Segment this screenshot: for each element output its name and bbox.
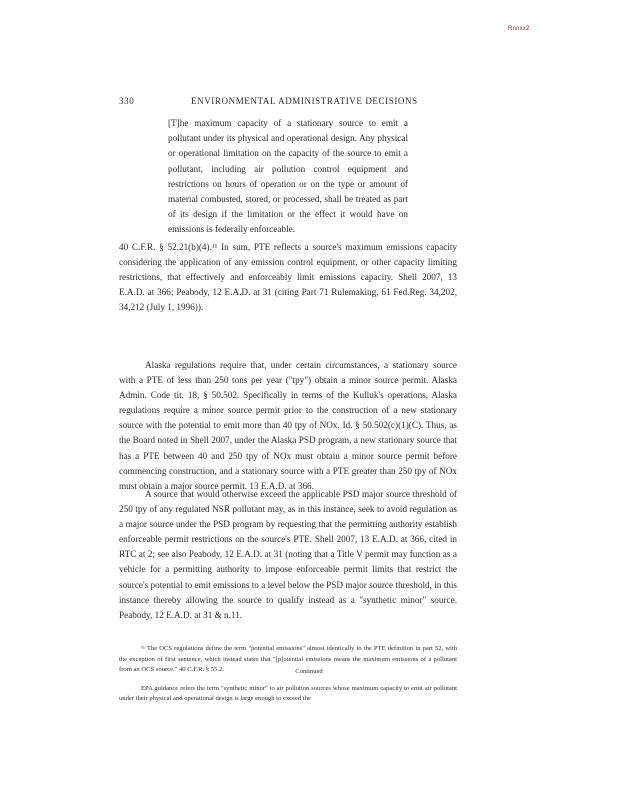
body-paragraph: 40 C.F.R. § 52.21(b)(4).¹¹ In sum, PTE reflects a source's maximum emissions capacity considering the application of any emission control equipment, or other capacity limiting restrictions, that effectively and enforceably limit emissions capacity. Shell 2007, 13 E.A.D. at 366; Peabody, 12 E.A.D. at 31 (citing Part 71 Rulemaking, 61 Fed.Reg. 34,202, 34,212 (July 1, 1996)). [119, 242, 457, 313]
running-title: ENVIRONMENTAL ADMINISTRATIVE DECISIONS [191, 96, 418, 106]
continued-label: Continued [295, 668, 323, 675]
body-paragraph: A source that would otherwise exceed the applicable PSD major source threshold of 250 tpy of any regulated NSR pollutant may, as in this instance, seek to avoid regulation as a major source under the PSD program by requesting that the permitting authority establish enforceable permit restrictions on the source's PTE. Shell 2007, 13 E.A.D. at 366, cited in RTC at 2; see also Peabody, 12 E.A.D. at 31 (noting that a Title V permit may function as a vehicle for a permitting authority to impose enforceable permit limits that restrict the source's potential to emit emissions to a level below the PSD major source threshold, in this instance thereby allowing the source to qualify instead as a "synthetic minor" source. Peabody, 12 E.A.D. at 31 & n.11. [119, 489, 457, 620]
footnote: ¹¹ The OCS regulations define the term "potential emissions" almost identically to the PTE definition in part 52, with the exception of first sentence, which instead states that "[p]otential emissions means the maximum emissions of a pollutant from an OCS source." 40 C.F.R. § 55.2. [119, 645, 457, 674]
footnotes [119, 644, 457, 713]
page-number: 330 [119, 96, 135, 106]
document-stamp: Rnnxx2 [508, 26, 530, 32]
footnote: EPA guidance refers the term "synthetic minor" to air pollution sources whose maximum capacity to emit air pollutant under their physical and operational design is large enough to exceed the [119, 684, 457, 703]
block-quote: [T]he maximum capacity of a stationary source to emit a pollutant under its physical and operational design. Any physical or operational limitation on the capacity of the source to emit a pollutant, including air pollution control equipment and restrictions on hours of operation or on the type or amount of material combusted, stored, or processed, shall be treated as part of its design if the limitation or the effect it would have on emissions is federally enforceable. [168, 118, 408, 235]
body-paragraph: Alaska regulations require that, under certain circumstances, a stationary source with a PTE of less than 250 tons per year ("tpy") obtain a minor source permit. Alaska Admin. Code tit. 18, § 50.502. Specifically in terms of the Kulluk's operations, Alaska regulations require a minor source permit prior to the construction of a new stationary source with the potential to emit more than 40 tpy of NOx. Id. § 50.502(c)(1)(C). Thus, as the Board noted in Shell 2007, under the Alaska PSD program, a new stationary source that has a PTE between 40 and 250 tpy of NOx must obtain a minor source permit before commencing construction, and a stationary source with a PTE greater than 250 tpy of NOx must obtain a major source permit. 13 E.A.D. at 366. [119, 360, 457, 491]
